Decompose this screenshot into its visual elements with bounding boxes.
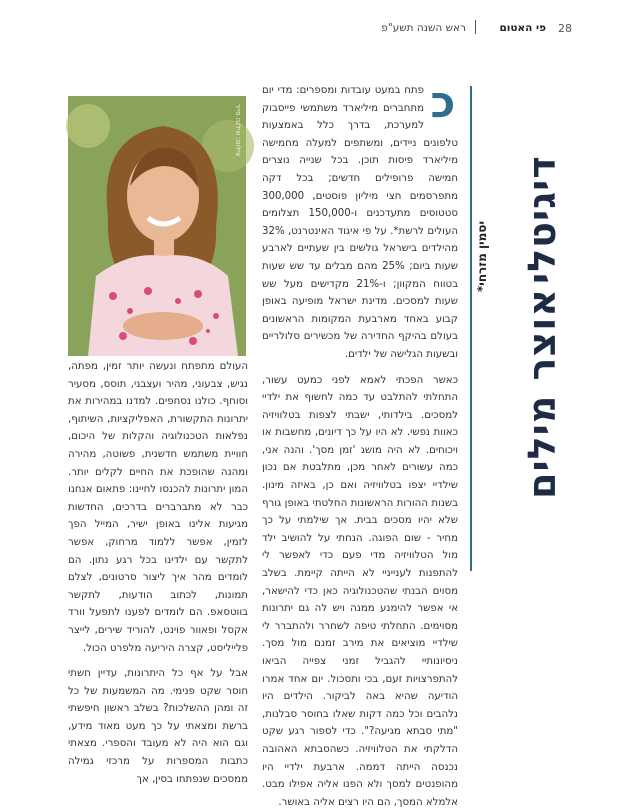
author-portrait-illustration bbox=[68, 96, 246, 356]
article-title bbox=[502, 82, 582, 572]
header-divider bbox=[475, 20, 476, 34]
page-header bbox=[0, 18, 624, 40]
magazine-name: פי האטום bbox=[499, 22, 546, 34]
drop-cap: כ bbox=[428, 84, 458, 122]
paragraph: אבל על אף כל היתרונות, עדיין חשתי חוסר שקט פנימי. מה המשמעות של כל זה ומהן ההשלכות? בשלב ראשון חיפשתי ברשת ומצאתי על כך מעט מאוד מידע, וגם הוא היה לא מעובד והספרי. מצאתי כתבות המספרות על מרכזי גמילה ממסכים שנפתחו בסין, אך bbox=[68, 665, 248, 788]
title-part-1: אוצר מילים bbox=[520, 288, 564, 499]
paragraph: כאשר הפכתי לאמא לפני כמעט עשור, התחלתי להתלבט עד כמה לחשוף את ילדיי למסכים. בילדותי, ישבתי לצפות בטלוויזיה כאוות נפשי. לא היו על כך דיונים, מחשבות או ויכוחים. לא היה מושג 'זמן מסך'. והנה אני, כמה עשורים לאחר מכן, מתלבטת אם נכון שילדיי יצפו בטלוויזיה ואם כן, באיזה מינון. בשנות ההורות הראשונות החלטתי באופן גורף שלא יהיו מסכים בבית. אך שילמתי על כך מחיר - שום הפוגה. הנחתי על להושיב ילד מול הטלוויזיה מדי פעם כדי לאפשר לי להתפנות לענייניי לא הייתה קיימת. בשלב מסוים הבנתי שהטכנולוגיה כאן כדי להישאר, אי אפשר להימנע ממנה ויש לה גם יתרונות מסוימים. התחלתי טיפה לשחרר ולהתברר לי שילדיי מוציאים את מירב זמנם מול מסך. ניסיונותיי להגביל זמני צפייה הביאו להתפרצויות זעם, בכי ותסכול. יום אחד אמרו הודיעה שהיא באה לביקור. הילדים היו נלהבים וכל כמה דקות שאלו בחוסר סבלנות, "מתי סבתא מגיעה?". כדי לספור רגע שקט הדלקתי את הטלוויזיה. כשהסבתא האהובה נכנסה הייתה דממה. ארבעת ילדיי היו מהופנטים למסך ולא הפנו אליה אפילו מבט. אלמלא המסך, הם היו רצים אליה באושר. bbox=[262, 372, 458, 811]
issue-name: ראש השנה תשע"פ bbox=[381, 22, 466, 34]
article-column-left bbox=[68, 358, 248, 734]
article-column-right bbox=[262, 82, 458, 734]
paragraph: פתח במעט עובדות ומספרים: מדי יום מתחברים מיליארד משתמשי פייסבוק למערכת, בדרך כלל באמצעות טלפונים ניידים, ומשתפים למעלה מחמישה מיליארד פיסות תוכן. בכל שנייה נוצרים חמישה פרופילים חדשים; בכל דקה מתפרסמים חצי מיליון פוסטים, 300,000 סטטוסים מתעדכנים ו-150,000 תצלומים העולים לרשת*. על פי איגוד האינטרנט, 32% מהילדים בישראל גולשים בין שעתיים לארבע שעות ביום; 25% מהם מבלים עד שש שעות בטווח המקוון; ו-21% מקדישים מעל שש שעות למסכים. מדינת ישראל מופיעה באופן קבוע באחד מארבעת המקומות הראשונים בעולם בהיקף החדירה של מכשירים סלולריים ובשעות הגלישה של ילדים. bbox=[262, 82, 458, 364]
byline: *יסמין מזרחי bbox=[475, 92, 501, 292]
photo-credit: צילום: אילנה פייר bbox=[234, 104, 242, 156]
title-part-2: דיגיטלי bbox=[520, 155, 564, 284]
page-number: 28 bbox=[558, 22, 572, 35]
paragraph: העולם מתפתח ונעשה יותר זמין, מפתה, נגיש, צבעוני, מהיר ועצבני, תוסס, מסעיר וסוחף. כולנו נסחפים. למדנו במהירות את יתרונות התקשורת, האפליקציות, השיתוף, נפלאות הטכנולוגיה והקלות של היכום, חוויית משתמש חדשנית, פשוטה, מהירה ומהנה שהופכת את החיים לקלים יותר. המון יתרונות להכנסו לחיינו: פתאום אנחנו כבר לא מתברברים בדרכים, החדשות מגיעות אלינו באופן ישיר, המייל הפך לזמין, אפשר ללמוד מרחוק, אפשר לתקשר עם ילדינו בכל רגע נתון. הם לומדים מהר איך ליצור סרטונים, לצלם תמונות, לכתוב הודעות, לתקשר בווטסאפ. הם לומדים לפענו לתפעל וורד אקסל ופאוור פוינט, להוריד שירים, לייצר פלייליסט, קצרה היריעה מלפרט הכול. bbox=[68, 358, 248, 657]
title-divider bbox=[470, 86, 472, 571]
author-photo bbox=[68, 96, 246, 356]
